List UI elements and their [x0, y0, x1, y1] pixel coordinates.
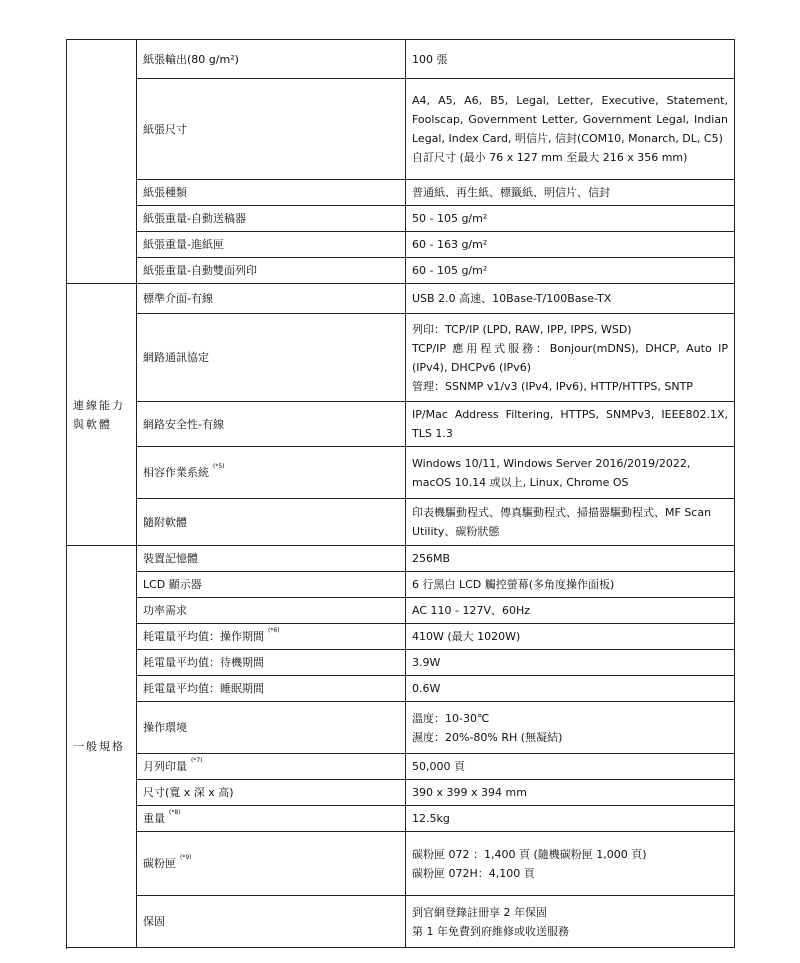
row-label: 紙張重量-自動送稿器 [137, 206, 406, 232]
row-value [406, 79, 735, 180]
row-label: 操作環境 [137, 702, 406, 754]
table-row [67, 624, 735, 650]
table-row [67, 258, 735, 284]
table-row [67, 206, 735, 232]
row-value: 410W (最大 1020W) [406, 624, 735, 650]
footnote-ref: (*8) [169, 809, 181, 816]
row-label: 耗電量平均值：待機期間 [137, 650, 406, 676]
row-label-text: 重量 [143, 812, 165, 825]
table-row [67, 546, 735, 572]
table-row [67, 896, 735, 948]
category-cell: 一般規格 [67, 546, 137, 948]
table-row [67, 314, 735, 402]
value-line: 第 1 年免費到府維修或收送服務 [412, 924, 569, 938]
footnote-ref: (*5) [213, 463, 225, 470]
row-value: 390 x 399 x 394 mm [406, 780, 735, 806]
footnote-ref: (*7) [191, 757, 203, 764]
value-line: TCP/IP 應用程式服務：Bonjour(mDNS), DHCP, Auto IP (IPv4), DHCPv6 (IPv6) [412, 341, 728, 374]
row-label [137, 624, 406, 650]
row-label: 尺寸(寬 x 深 x 高) [137, 780, 406, 806]
row-label: 紙張重量-自動雙面列印 [137, 258, 406, 284]
row-value: 60 - 105 g/m² [406, 258, 735, 284]
row-label: 裝置記憶體 [137, 546, 406, 572]
row-label-text: 相容作業系統 [143, 466, 209, 479]
category-cell-continued [67, 40, 137, 284]
value-line: 管理：SSNMP v1/v3 (IPv4, IPv6), HTTP/HTTPS, SNTP [412, 379, 693, 393]
table-row [67, 40, 735, 79]
row-label [137, 832, 406, 896]
row-label: 紙張重量-進紙匣 [137, 232, 406, 258]
row-value: 12.5kg [406, 806, 735, 832]
row-value: 6 行黑白 LCD 觸控螢幕(多角度操作面板) [406, 572, 735, 598]
row-value: 印表機驅動程式、傳真驅動程式、掃描器驅動程式、MF Scan Utility、碳粉狀態 [406, 499, 735, 546]
row-label: LCD 顯示器 [137, 572, 406, 598]
footnote-ref: (*6) [268, 627, 280, 634]
row-value: 普通紙、再生紙、標籤紙、明信片、信封 [406, 180, 735, 206]
value-line: 碳粉匣 072 ：1,400 頁 (隨機碳粉匣 1,000 頁) [412, 847, 647, 861]
spec-sheet [66, 39, 734, 948]
table-row [67, 79, 735, 180]
row-label: 功率需求 [137, 598, 406, 624]
row-value: 50 - 105 g/m² [406, 206, 735, 232]
table-row [67, 447, 735, 499]
table-row [67, 402, 735, 447]
row-value: AC 110 - 127V、60Hz [406, 598, 735, 624]
row-label: 網路安全性-有線 [137, 402, 406, 447]
table-row [67, 499, 735, 546]
row-value: 0.6W [406, 676, 735, 702]
value-line: A4, A5, A6, B5, Legal, Letter, Executive, Statement, Foolscap, Government Letter, Government Legal, Indian Legal, Index Card, 明信片, 信封(COM10, Monarch, DL, C5) [412, 94, 728, 145]
row-value [406, 832, 735, 896]
table-row [67, 284, 735, 314]
table-row [67, 650, 735, 676]
table-row [67, 676, 735, 702]
row-value: USB 2.0 高速、10Base-T/100Base-TX [406, 284, 735, 314]
row-value: 50,000 頁 [406, 754, 735, 780]
footnote-ref: (*9) [180, 854, 192, 861]
table-row [67, 598, 735, 624]
table-row [67, 180, 735, 206]
table-row [67, 232, 735, 258]
row-value: 60 - 163 g/m² [406, 232, 735, 258]
row-value [406, 896, 735, 948]
value-line: 濕度：20%-80% RH (無凝結) [412, 730, 563, 744]
row-value: IP/Mac Address Filtering, HTTPS, SNMPv3, IEEE802.1X, TLS 1.3 [406, 402, 735, 447]
category-cell: 連線能力與軟體 [67, 284, 137, 546]
row-label: 紙張種類 [137, 180, 406, 206]
row-value: 3.9W [406, 650, 735, 676]
row-label-text: 耗電量平均值：操作期間 [143, 630, 264, 643]
row-value: 100 張 [406, 40, 735, 79]
row-value: 256MB [406, 546, 735, 572]
table-row [67, 754, 735, 780]
table-row [67, 572, 735, 598]
row-label: 標準介面-有線 [137, 284, 406, 314]
row-label: 網路通訊協定 [137, 314, 406, 402]
value-line: 自訂尺寸 (最小 76 x 127 mm 至最大 216 x 356 mm) [412, 151, 688, 164]
row-label [137, 447, 406, 499]
row-value: Windows 10/11, Windows Server 2016/2019/2022, macOS 10.14 或以上, Linux, Chrome OS [406, 447, 735, 499]
table-row [67, 780, 735, 806]
value-line: 到官網登錄註冊享 2 年保固 [412, 905, 547, 919]
value-line: 列印：TCP/IP (LPD, RAW, IPP, IPPS, WSD) [412, 322, 632, 336]
row-label [137, 806, 406, 832]
row-label-text: 碳粉匣 [143, 857, 176, 870]
row-label: 紙張輸出(80 g/m²) [137, 40, 406, 79]
row-label: 保固 [137, 896, 406, 948]
row-value [406, 314, 735, 402]
row-label: 隨附軟體 [137, 499, 406, 546]
table-row [67, 806, 735, 832]
table-row [67, 832, 735, 896]
value-line: 碳粉匣 072H：4,100 頁 [412, 866, 535, 880]
row-label: 紙張尺寸 [137, 79, 406, 180]
row-value [406, 702, 735, 754]
row-label: 耗電量平均值：睡眠期間 [137, 676, 406, 702]
row-label-text: 月列印量 [143, 760, 187, 773]
value-line: 溫度：10-30℃ [412, 711, 490, 725]
spec-table [66, 39, 735, 948]
table-row [67, 702, 735, 754]
row-label [137, 754, 406, 780]
